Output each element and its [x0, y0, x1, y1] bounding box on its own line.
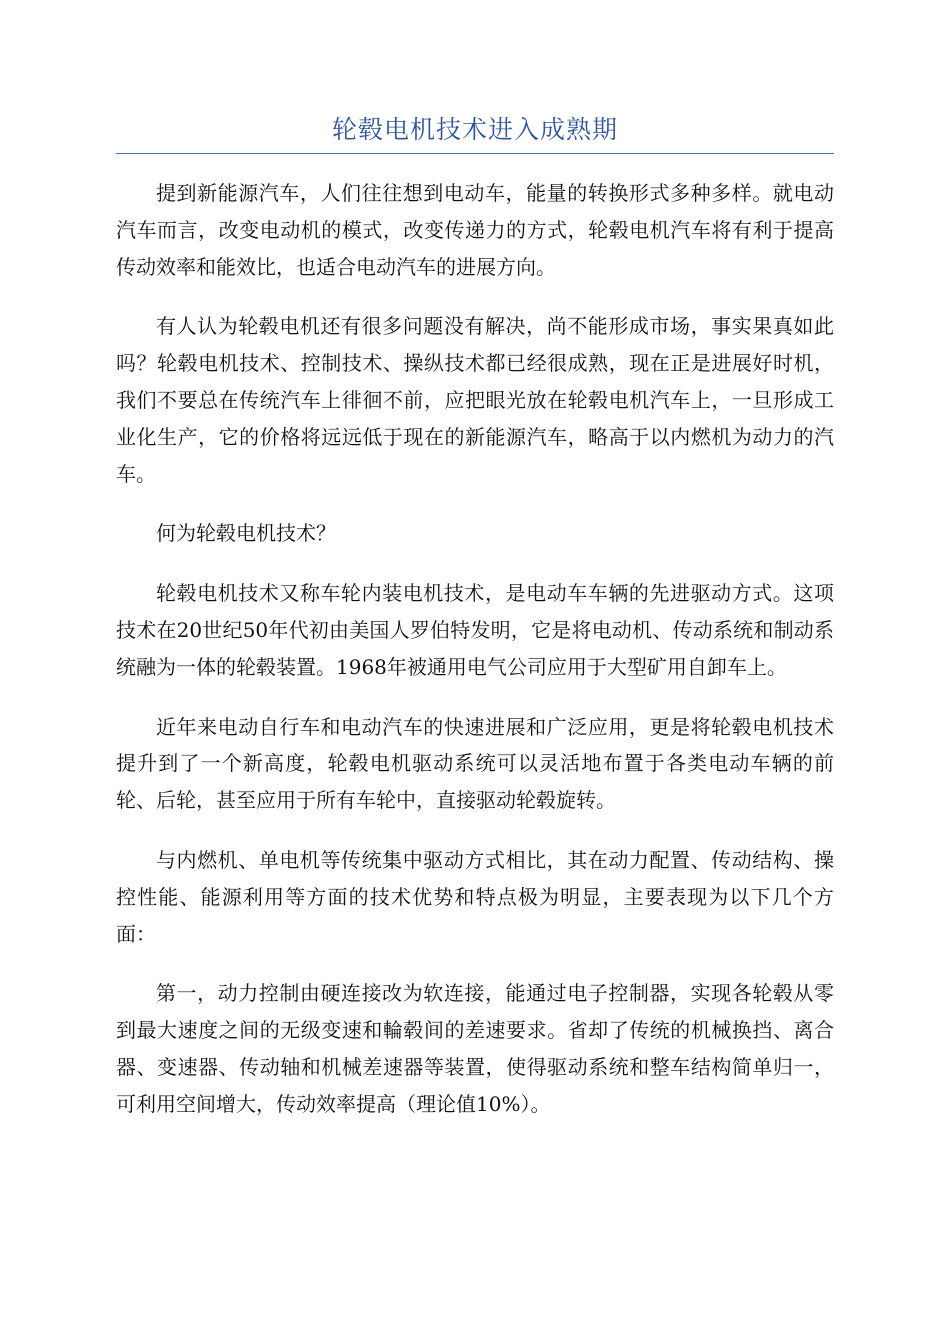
document-body: [116, 175, 834, 1146]
paragraph-recent-development: 近年来电动自行车和电动汽车的快速进展和广泛应用，更是将轮毂电机技术提升到了一个新高度，轮毂电机驱动系统可以灵活地布置于各类电动车辆的前轮、后轮，甚至应用于所有车轮中，直接驱动轮毂旋转。: [116, 714, 834, 813]
paragraph-definition: 轮毂电机技术又称车轮内装电机技术，是电动车车辆的先进驱动方式。这项技术在20世纪50年代初由美国人罗伯特发明，它是将电动机、传动系统和制动系统融为一体的轮毂装置。1968年被通用电气公司应用于大型矿用自卸车上。: [116, 581, 834, 679]
document-title: 轮毂电机技术进入成熟期: [331, 115, 618, 144]
paragraph-first-point: 第一，动力控制由硬连接改为软连接，能通过电子控制器，实现各轮毂从零到最大速度之间的无级变速和輪毂间的差速要求。省却了传统的机械换挡、离合器、变速器、传动轴和机械差速器等装置，使得驱动系统和整车结构简单归一，可利用空间增大，传动效率提高（理论值10%）。: [116, 981, 834, 1116]
paragraph-advantages: 与内燃机、单电机等传统集中驱动方式相比，其在动力配置、传动结构、操控性能、能源利用等方面的技术优势和特点极为明显，主要表现为以下几个方面：: [116, 847, 834, 946]
paragraph-what-is: 何为轮毂电机技术？: [156, 521, 336, 546]
paragraph-intro: 提到新能源汽车，人们往往想到电动车，能量的转换形式多种多样。就电动汽车而言，改变电动机的模式，改变传递力的方式，轮毂电机汽车将有利于提高传动效率和能效比，也适合电动汽车的进展方向。: [116, 181, 834, 279]
paragraph-market-question: 有人认为轮毂电机还有很多问题没有解决，尚不能形成市场，事实果真如此吗？轮毂电机技术、控制技术、操纵技术都已经很成熟，现在正是进展好时机，我们不要总在传统汽车上徘徊不前，应把眼光放在轮毂电机汽车上，一旦形成工业化生产，它的价格将远远低于现在的新能源汽车，略高于以内燃机为动力的汽车。: [116, 314, 834, 486]
title-underline: [116, 153, 834, 154]
